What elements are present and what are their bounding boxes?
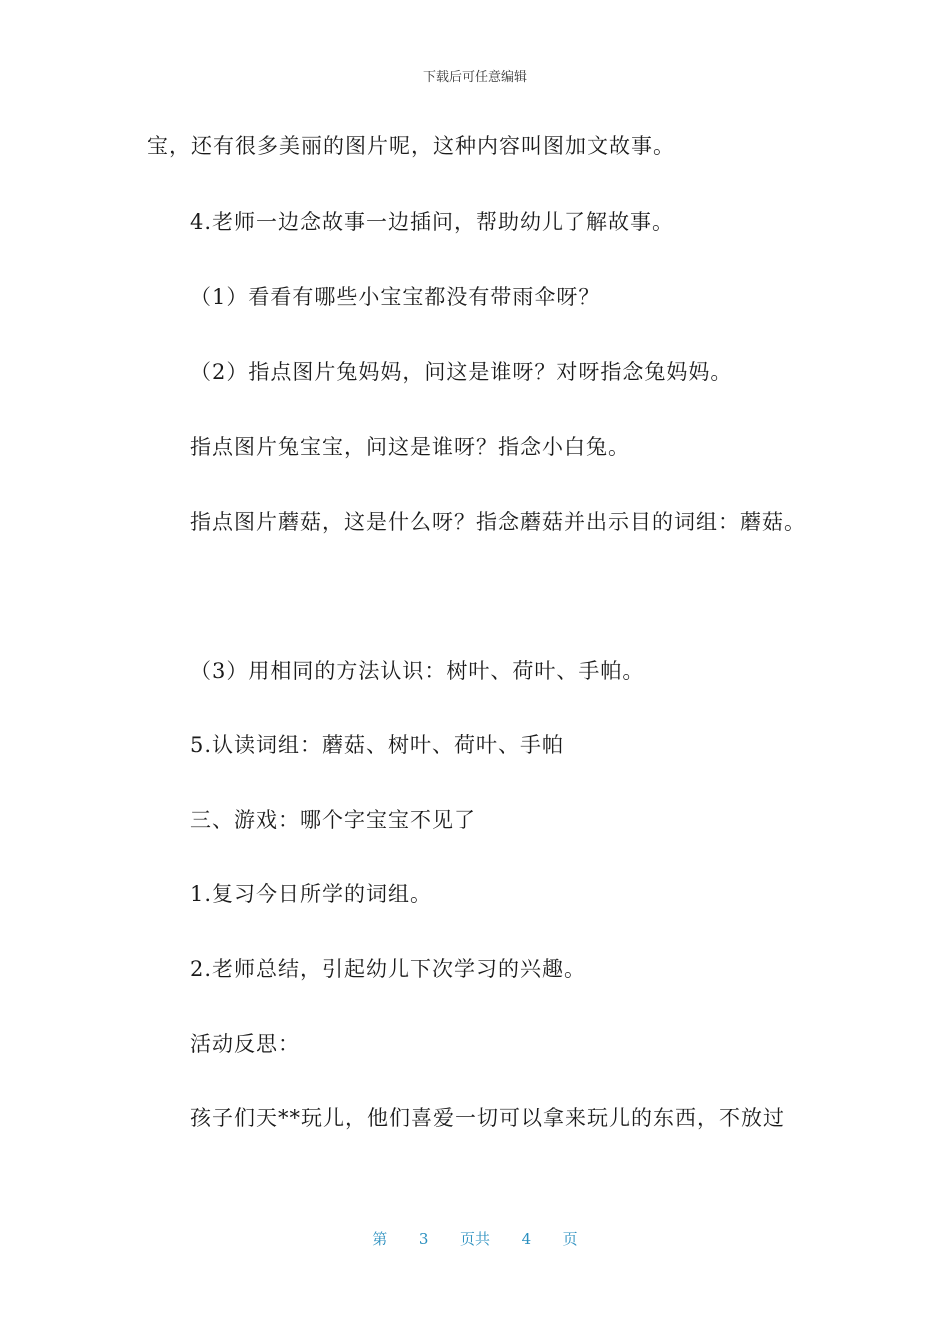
paragraph-line: 指点图片兔宝宝，问这是谁呀？指念小白兔。 xyxy=(190,435,630,459)
paragraph-line: 指点图片蘑菇，这是什么呀？指念蘑菇并出示目的词组：蘑菇。 xyxy=(190,510,806,534)
paragraph-line: 三、游戏：哪个字宝宝不见了 xyxy=(190,808,476,832)
page-header: 下载后可任意编辑 xyxy=(422,70,527,85)
paragraph-line: 孩子们天**玩儿，他们喜爱一切可以拿来玩儿的东西，不放过 xyxy=(190,1106,785,1130)
footer-total-pages: 4 xyxy=(521,1230,532,1248)
paragraph-line: 5.认读词组：蘑菇、树叶、荷叶、手帕 xyxy=(190,733,565,757)
footer-middle: 页共 xyxy=(459,1230,490,1248)
paragraph-line: 4.老师一边念故事一边插问，帮助幼儿了解故事。 xyxy=(190,210,675,234)
paragraph-line: 活动反思： xyxy=(190,1032,300,1056)
paragraph-line: （3）用相同的方法认识：树叶、荷叶、手帕。 xyxy=(190,659,645,683)
paragraph-line: 2.老师总结，引起幼儿下次学习的兴趣。 xyxy=(190,957,587,981)
footer-page-number: 3 xyxy=(418,1230,429,1248)
footer-prefix: 第 xyxy=(372,1230,388,1248)
paragraph-line: （1）看看有哪些小宝宝都没有带雨伞呀？ xyxy=(190,285,601,309)
paragraph-line: （2）指点图片兔妈妈，问这是谁呀？对呀指念兔妈妈。 xyxy=(190,360,733,384)
paragraph-line: 宝，还有很多美丽的图片呢，这种内容叫图加文故事。 xyxy=(147,134,675,158)
footer-suffix: 页 xyxy=(562,1230,578,1248)
page-footer xyxy=(0,1228,950,1249)
paragraph-line: 1.复习今日所学的词组。 xyxy=(190,882,433,906)
